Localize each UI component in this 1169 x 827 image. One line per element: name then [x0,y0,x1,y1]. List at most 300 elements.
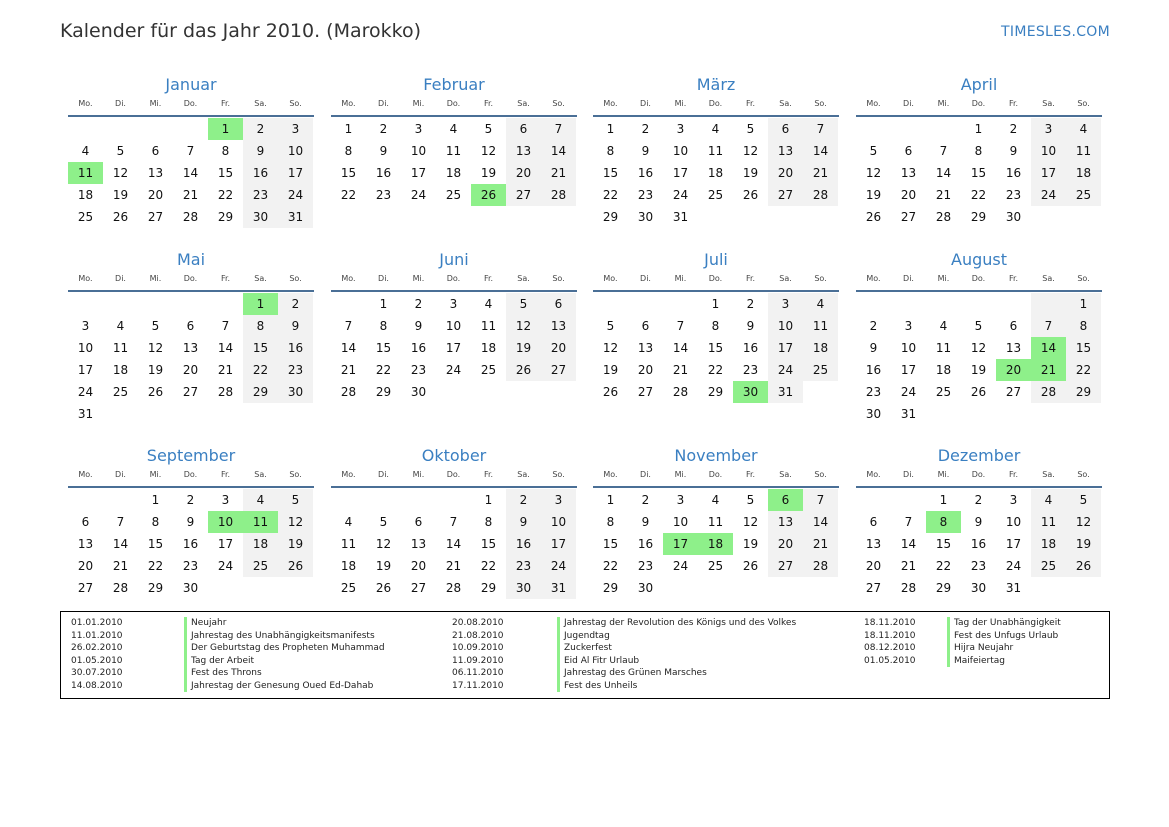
week-row [856,206,1102,228]
day-cell: 22 [375,363,392,377]
day-cell: 23 [637,188,654,202]
holiday-day-cell: 18 [698,533,733,555]
day-cell: 18 [445,166,462,180]
day-cell: 5 [869,144,878,158]
day-cell: 24 [278,184,313,206]
day-cell: 10 [768,315,803,337]
day-cell: 3 [904,319,913,333]
week-row [856,140,1102,162]
day-cell: 28 [1031,381,1066,403]
day-cell: 5 [1066,489,1101,511]
month-divider [331,115,577,117]
day-cell: 11 [1031,511,1066,533]
day-cell: 22 [707,363,724,377]
week-row [331,555,577,577]
empty-day-cell [138,293,173,315]
day-cell: 1 [151,493,160,507]
holiday-day-cell: 1 [243,293,278,315]
week-row [68,315,314,337]
weekday-label: So. [289,274,302,283]
day-cell: 24 [217,559,234,573]
day-cell: 24 [1005,559,1022,573]
legend-row [864,630,1061,643]
day-cell: 19 [375,559,392,573]
day-cell: 27 [182,385,199,399]
day-cell: 12 [506,315,541,337]
day-cell: 7 [541,118,576,140]
week-row [856,315,1102,337]
day-cell: 18 [1031,533,1066,555]
weekday-label: Mo. [78,274,93,283]
legend-row [71,617,385,630]
day-cell: 9 [243,140,278,162]
day-cell: 5 [746,122,755,136]
holiday-date: 30.07.2010 [71,668,123,678]
day-cell: 5 [746,493,755,507]
weekday-label: Do. [183,99,198,108]
weekday-label: Do. [708,470,723,479]
weekday-label: Di. [378,470,389,479]
holiday-name: Maifeiertag [947,655,1005,668]
day-cell: 5 [974,319,983,333]
month-name: Oktober [421,446,487,465]
week-row [331,337,577,359]
week-row [331,162,577,184]
day-cell: 4 [711,122,720,136]
day-cell: 30 [506,577,541,599]
day-cell: 12 [865,166,882,180]
day-cell: 15 [707,341,724,355]
day-cell: 3 [1009,493,1018,507]
day-cell: 2 [746,297,755,311]
week-row [68,337,314,359]
holiday-name: Jahrestag der Genesung Oued Ed-Dahab [184,680,373,693]
weekday-label: Fr. [745,274,756,283]
day-cell: 19 [742,537,759,551]
day-cell: 14 [803,140,838,162]
weekday-label: Do. [708,274,723,283]
week-row [68,381,314,403]
day-cell: 13 [182,341,199,355]
weekday-label: Di. [378,99,389,108]
week-row [331,577,577,599]
weekday-label: Mi. [149,470,162,479]
weekday-label: Sa. [779,99,792,108]
day-cell: 29 [375,385,392,399]
day-cell: 6 [151,144,160,158]
holiday-day-cell: 6 [768,489,803,511]
month-5 [68,248,314,425]
weekday-label: Mo. [866,274,881,283]
empty-day-cell [1066,403,1101,425]
weekday-label: Mi. [149,99,162,108]
day-cell: 7 [116,515,125,529]
week-row [331,140,577,162]
day-cell: 13 [147,166,164,180]
day-cell: 15 [935,537,952,551]
weekday-header [68,97,314,111]
empty-day-cell [173,118,208,140]
day-cell: 29 [243,381,278,403]
week-row [856,489,1102,511]
week-row [68,118,314,140]
empty-day-cell [663,293,698,315]
day-cell: 12 [602,341,619,355]
weekday-label: Fr. [483,470,494,479]
weekday-label: Sa. [254,470,267,479]
empty-day-cell [278,577,313,599]
day-cell: 23 [278,359,313,381]
week-row [856,403,1102,425]
day-cell: 20 [541,337,576,359]
weekday-label: Sa. [1042,470,1055,479]
week-row [593,337,839,359]
holiday-name: Fest des Unheils [557,680,637,693]
empty-day-cell [856,293,891,315]
day-cell: 6 [869,515,878,529]
day-cell: 6 [81,515,90,529]
day-cell: 14 [340,341,357,355]
empty-day-cell [1031,577,1066,599]
weekday-label: Mi. [412,274,425,283]
empty-day-cell [733,206,768,228]
weekday-label: Di. [903,99,914,108]
holiday-name: Fest des Unfugs Urlaub [947,630,1058,643]
day-cell: 15 [970,166,987,180]
day-cell: 17 [672,166,689,180]
weekday-label: Di. [115,274,126,283]
day-cell: 17 [900,363,917,377]
weekday-label: Di. [378,274,389,283]
weekday-label: Sa. [779,274,792,283]
weekday-label: Mi. [937,470,950,479]
day-cell: 12 [742,515,759,529]
month-name: März [696,75,736,94]
day-cell: 13 [768,511,803,533]
day-cell: 17 [445,341,462,355]
holiday-date: 11.09.2010 [452,655,504,666]
day-cell: 11 [445,144,462,158]
week-row [593,577,839,599]
day-cell: 29 [602,581,619,595]
day-cell: 21 [900,559,917,573]
day-cell: 10 [278,140,313,162]
empty-day-cell [663,577,698,599]
day-cell: 27 [541,359,576,381]
day-cell: 23 [1005,188,1022,202]
day-cell: 11 [340,537,357,551]
day-cell: 16 [278,337,313,359]
weekday-label: Fr. [220,470,231,479]
day-cell: 27 [147,210,164,224]
week-row [68,162,314,184]
weekday-label: Mo. [866,99,881,108]
day-cell: 2 [414,297,423,311]
day-cell: 3 [449,297,458,311]
day-cell: 16 [1005,166,1022,180]
empty-day-cell [401,489,436,511]
weekday-label: Fr. [220,99,231,108]
weekday-label: Mi. [674,274,687,283]
day-cell: 3 [541,489,576,511]
day-cell: 27 [768,184,803,206]
day-cell: 13 [541,315,576,337]
day-cell: 4 [243,489,278,511]
month-divider [856,486,1102,488]
day-cell: 20 [147,188,164,202]
holiday-date: 01.01.2010 [71,618,123,628]
day-cell: 19 [602,363,619,377]
month-name: Mai [176,250,206,269]
week-row [331,511,577,533]
holiday-day-cell: 26 [471,184,506,206]
day-cell: 4 [1031,489,1066,511]
weekday-label: So. [289,470,302,479]
weekday-label: Di. [640,274,651,283]
day-cell: 24 [900,385,917,399]
day-cell: 31 [77,407,94,421]
day-cell: 19 [1066,533,1101,555]
day-cell: 23 [243,184,278,206]
legend-row [71,630,385,643]
weekday-label: Fr. [1008,470,1019,479]
day-cell: 3 [221,493,230,507]
day-cell: 25 [1031,555,1066,577]
day-cell: 9 [869,341,878,355]
weekday-label: Mo. [341,274,356,283]
month-name: August [951,250,1007,269]
holiday-date: 14.08.2010 [71,680,123,691]
weekday-label: Fr. [483,99,494,108]
day-cell: 6 [186,319,195,333]
legend-row [452,655,796,668]
month-divider [331,486,577,488]
empty-day-cell [208,403,243,425]
holiday-name: Jahrestag des Grünen Marsches [557,667,707,680]
day-cell: 18 [803,337,838,359]
day-cell: 20 [506,162,541,184]
empty-day-cell [926,118,961,140]
day-cell: 2 [1009,122,1018,136]
weekday-label: Mi. [937,274,950,283]
day-cell: 17 [768,337,803,359]
day-cell: 6 [768,118,803,140]
month-11 [593,444,839,599]
week-row [593,359,839,381]
month-1 [68,73,314,228]
weekday-label: Di. [640,99,651,108]
weekday-label: So. [552,470,565,479]
month-divider [856,290,1102,292]
month-divider [593,115,839,117]
holiday-name: Hijra Neujahr [947,642,1013,655]
day-cell: 21 [541,162,576,184]
day-cell: 27 [900,210,917,224]
day-cell: 1 [606,493,615,507]
holiday-name: Jahrestag der Revolution des Königs und des Volkes [557,617,796,630]
empty-day-cell [436,489,471,511]
day-cell: 2 [641,122,650,136]
day-cell: 26 [1066,555,1101,577]
empty-day-cell [698,577,733,599]
empty-day-cell [436,381,471,403]
day-cell: 1 [484,493,493,507]
day-cell: 7 [449,515,458,529]
day-cell: 27 [77,581,94,595]
day-cell: 11 [803,315,838,337]
day-cell: 25 [445,188,462,202]
weekday-label: Mi. [149,274,162,283]
day-cell: 30 [1005,210,1022,224]
day-cell: 23 [410,363,427,377]
weekday-header [68,272,314,286]
day-cell: 14 [445,537,462,551]
weekday-header [68,468,314,482]
week-row [856,577,1102,599]
weekday-label: Di. [115,470,126,479]
weekday-label: Mo. [78,99,93,108]
day-cell: 14 [112,537,129,551]
week-row [593,555,839,577]
day-cell: 28 [935,210,952,224]
day-cell: 6 [541,293,576,315]
week-row [331,293,577,315]
empty-day-cell [1031,403,1066,425]
day-cell: 13 [77,537,94,551]
legend-row [864,617,1061,630]
legend-column-1 [71,617,385,692]
day-cell: 15 [480,537,497,551]
day-cell: 21 [182,188,199,202]
weekday-label: Fr. [1008,99,1019,108]
empty-day-cell [733,577,768,599]
month-12 [856,444,1102,599]
day-cell: 8 [221,144,230,158]
day-cell: 29 [970,210,987,224]
day-cell: 1 [606,122,615,136]
holiday-date: 08.12.2010 [864,643,916,653]
day-cell: 17 [217,537,234,551]
day-cell: 18 [112,363,129,377]
day-cell: 26 [742,188,759,202]
week-row [68,577,314,599]
day-cell: 2 [278,293,313,315]
day-cell: 25 [935,385,952,399]
month-4 [856,73,1102,228]
weekday-label: Mi. [412,470,425,479]
day-cell: 15 [602,537,619,551]
month-divider [856,115,1102,117]
week-row [593,533,839,555]
day-cell: 31 [541,577,576,599]
day-cell: 5 [506,293,541,315]
empty-day-cell [1031,293,1066,315]
day-cell: 18 [243,533,278,555]
weekday-label: Sa. [517,274,530,283]
holiday-date: 26.02.2010 [71,643,123,653]
day-cell: 30 [278,381,313,403]
day-cell: 3 [278,118,313,140]
day-cell: 14 [182,166,199,180]
holiday-day-cell: 20 [996,359,1031,381]
day-cell: 6 [641,319,650,333]
weekday-label: Di. [640,470,651,479]
holiday-date: 18.11.2010 [864,630,916,641]
day-cell: 22 [480,559,497,573]
weekday-label: Fr. [483,274,494,283]
day-cell: 8 [344,144,353,158]
day-cell: 2 [869,319,878,333]
day-cell: 31 [278,206,313,228]
day-cell: 27 [410,581,427,595]
day-cell: 10 [1031,140,1066,162]
weekday-label: So. [814,470,827,479]
day-cell: 18 [77,188,94,202]
day-cell: 2 [379,122,388,136]
day-cell: 12 [1066,511,1101,533]
holiday-date: 10.09.2010 [452,643,504,653]
day-cell: 19 [742,166,759,180]
day-cell: 1 [974,122,983,136]
weekday-header [593,272,839,286]
day-cell: 30 [182,581,199,595]
empty-day-cell [593,293,628,315]
day-cell: 26 [970,385,987,399]
day-cell: 3 [768,293,803,315]
day-cell: 19 [865,188,882,202]
month-divider [593,290,839,292]
page-title: Kalender für das Jahr 2010. (Marokko) [60,20,422,42]
day-cell: 24 [410,188,427,202]
week-row [856,184,1102,206]
day-cell: 6 [1009,319,1018,333]
holiday-day-cell: 17 [663,533,698,555]
day-cell: 19 [278,533,313,555]
day-cell: 19 [147,363,164,377]
weekday-label: Mo. [603,470,618,479]
weekday-label: Do. [183,470,198,479]
empty-day-cell [138,403,173,425]
day-cell: 7 [344,319,353,333]
day-cell: 12 [147,341,164,355]
month-8 [856,248,1102,425]
empty-day-cell [103,118,138,140]
weekday-header [331,97,577,111]
week-row [593,315,839,337]
day-cell: 25 [340,581,357,595]
day-cell: 25 [707,559,724,573]
weekday-label: Mo. [866,470,881,479]
weekday-label: Sa. [1042,99,1055,108]
weekday-label: Fr. [745,470,756,479]
brand-link[interactable]: TIMESLES.COM [1001,24,1110,40]
day-cell: 12 [278,511,313,533]
day-cell: 31 [672,210,689,224]
day-cell: 21 [445,559,462,573]
day-cell: 1 [1066,293,1101,315]
week-row [331,315,577,337]
day-cell: 27 [768,555,803,577]
weekday-label: Di. [115,99,126,108]
day-cell: 1 [711,297,720,311]
day-cell: 17 [410,166,427,180]
holiday-name: Der Geburtstag des Propheten Muhammad [184,642,385,655]
day-cell: 2 [974,493,983,507]
day-cell: 8 [974,144,983,158]
weekday-label: Do. [971,99,986,108]
week-row [68,140,314,162]
weekday-label: Sa. [254,99,267,108]
